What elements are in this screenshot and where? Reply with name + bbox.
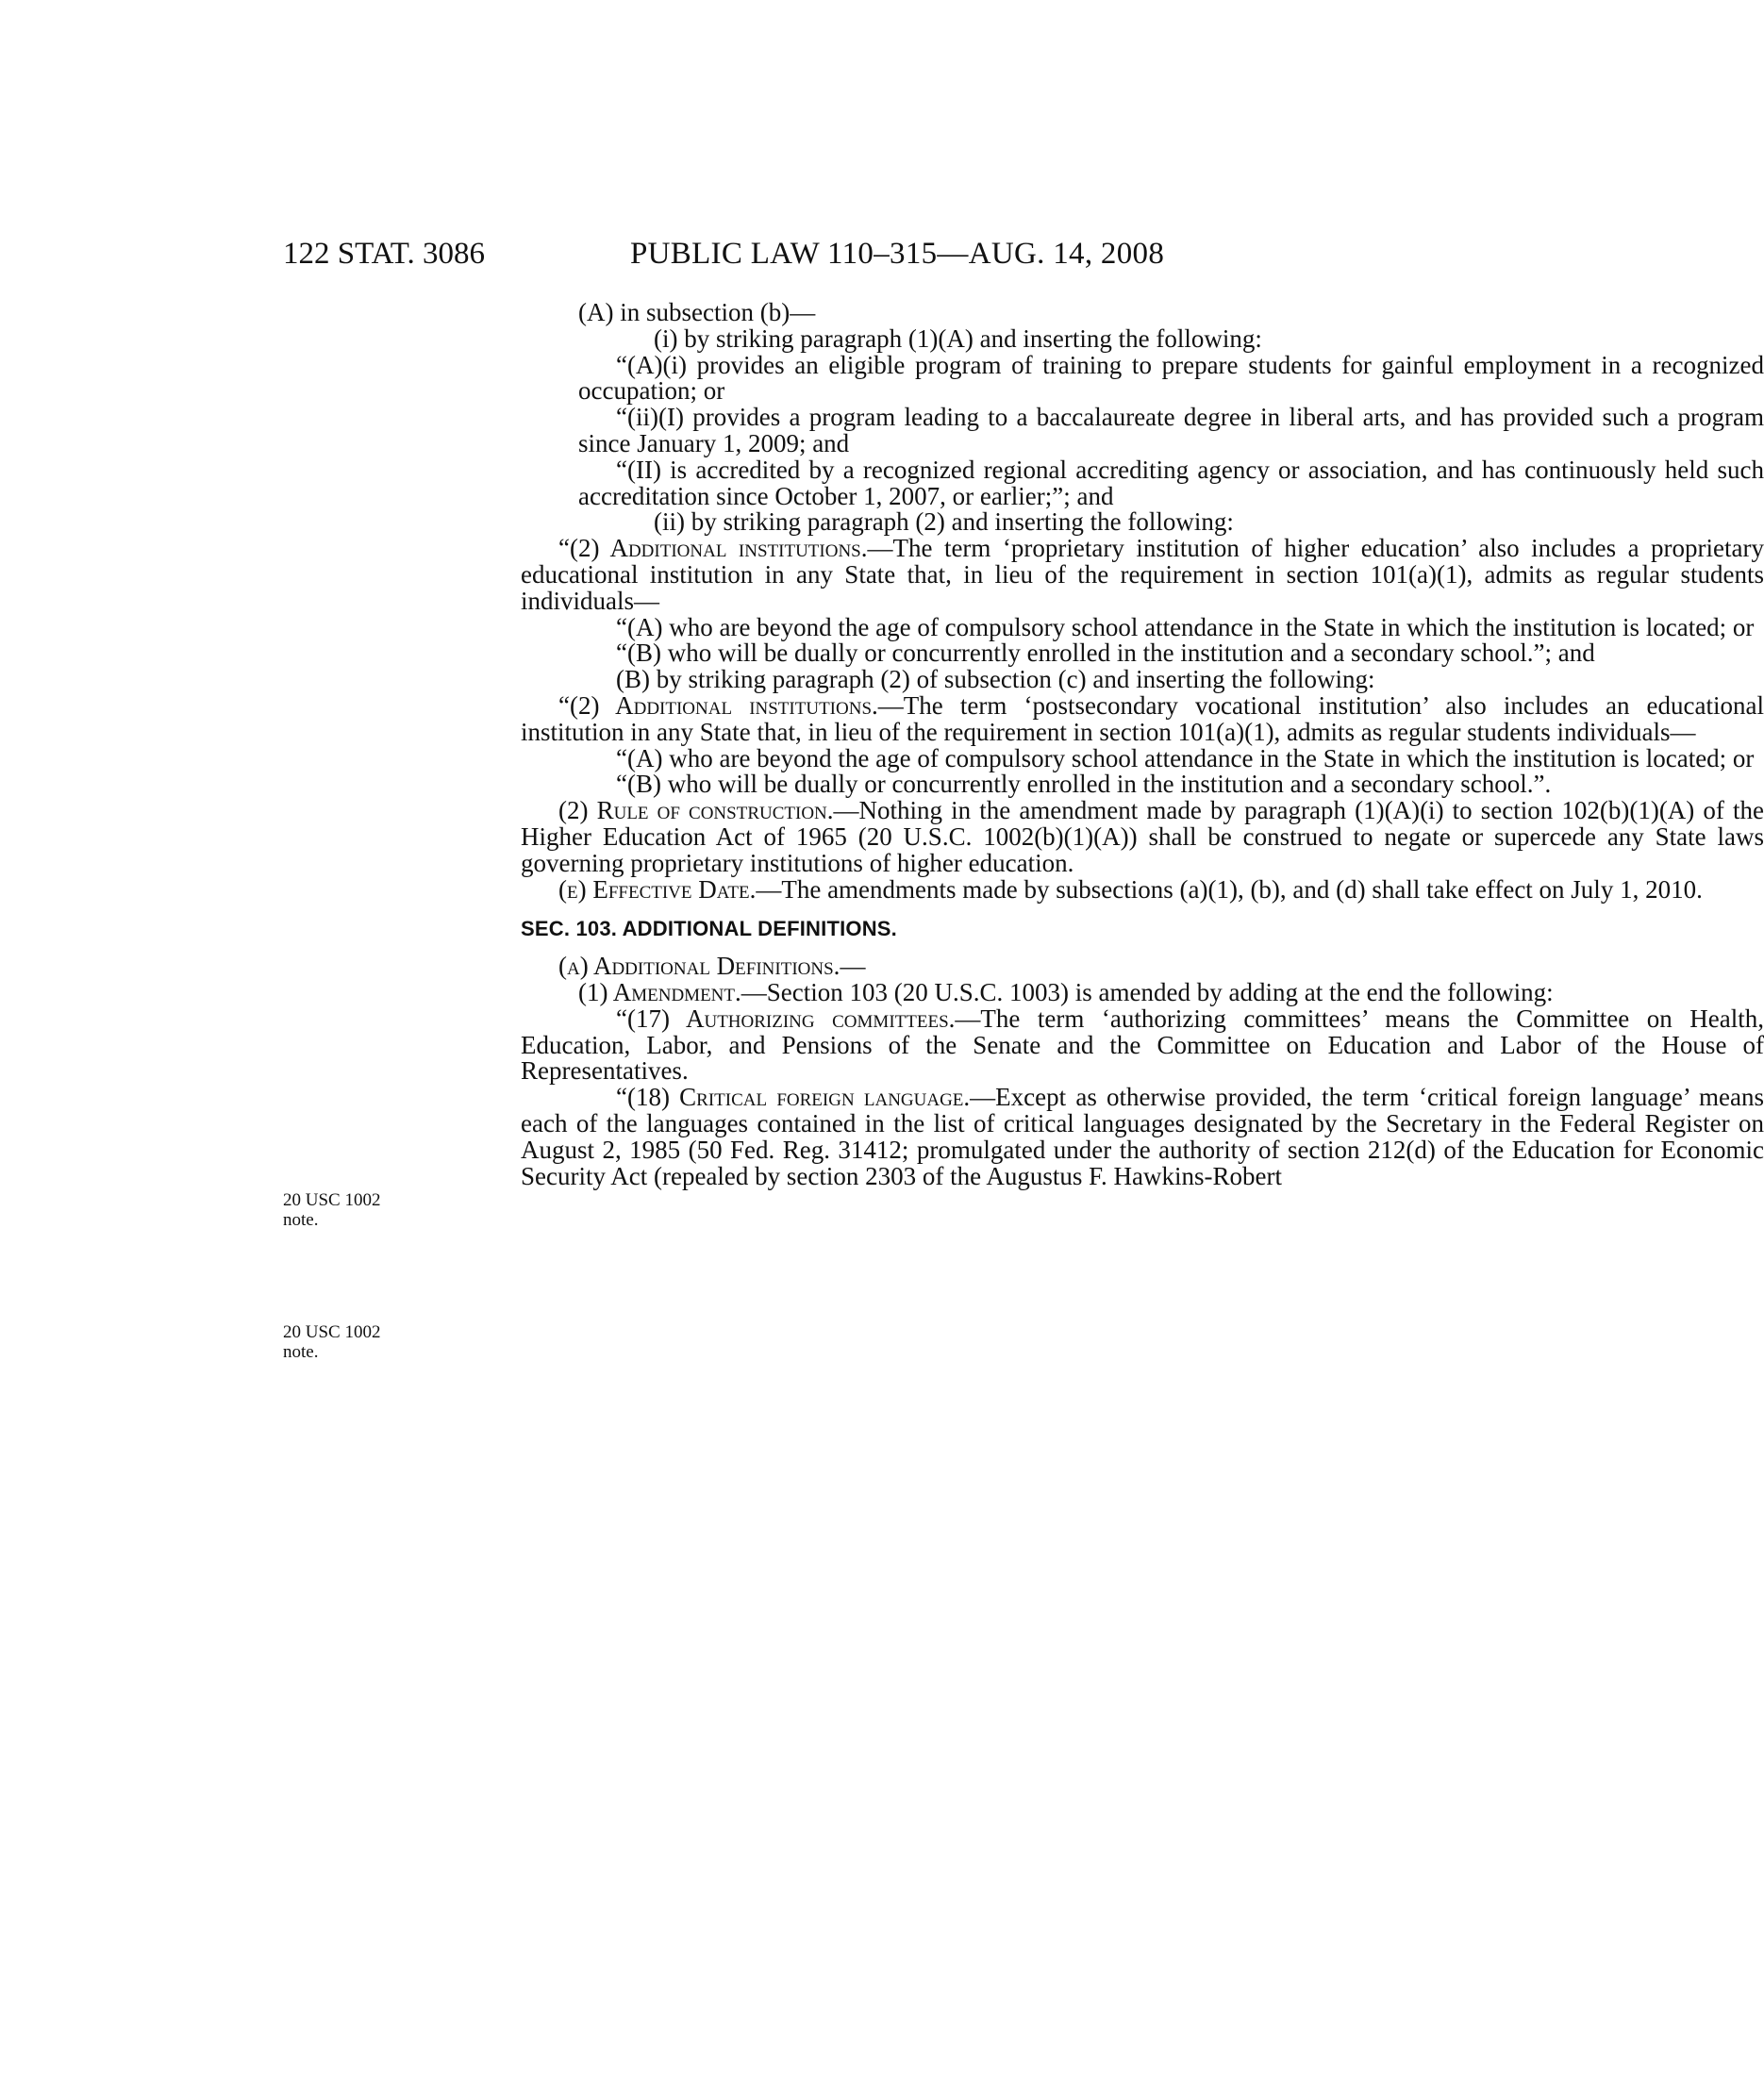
paragraph: (i) by striking paragraph (1)(A) and inserting the following: [654, 324, 1262, 353]
paragraph-heading: (2) Rule of construction. [558, 796, 834, 825]
paragraph [521, 1085, 1764, 1189]
paragraph: (B) by striking paragraph (2) of subsection (c) and inserting the following: [616, 665, 1375, 694]
side-note [283, 1322, 424, 1362]
paragraph: (A) in subsection (b)— [578, 298, 816, 326]
paragraph-heading: “(2) Additional institutions. [558, 534, 868, 563]
side-note-label: note. [283, 1342, 319, 1362]
side-note-citation: 20 USC 1002 [283, 1190, 381, 1210]
paragraph-text: —The term ‘postsecondary vocational institution’ also includes an educational institution in any State that, in lieu of the requirement in section 101(a)(1), admits as regular students individuals— [521, 690, 1764, 746]
paragraph-heading: “(17) Authorizing committees. [616, 1004, 956, 1033]
side-note-citation: 20 USC 1002 [283, 1322, 381, 1342]
page-running-title: PUBLIC LAW 110–315—AUG. 14, 2008 [630, 237, 1165, 271]
paragraph-text: —The amendments made by subsections (a)(1), (b), and (d) shall take effect on July 1, 2010. [756, 874, 1703, 904]
paragraph [521, 874, 1764, 904]
paragraph: “(ii)(I) provides a program leading to a baccalaureate degree in liberal arts, and has provided such a program since January 1, 2009; and [578, 403, 1764, 457]
paragraph-heading: (e) Effective Date. [558, 874, 757, 904]
paragraph [521, 1006, 1764, 1085]
paragraph [521, 954, 1764, 980]
paragraph [521, 798, 1764, 876]
paragraph-heading: (1) Amendment. [578, 977, 741, 1006]
paragraph [521, 536, 1764, 614]
document-body [521, 300, 1764, 1189]
paragraph: “(B) who will be dually or concurrently enrolled in the institution and a secondary school.”; and [616, 639, 1595, 668]
paragraph-text: —Nothing in the amendment made by paragraph (1)(A)(i) to section 102(b)(1)(A) of the Higher Education Act of 1965 (20 U.S.C. 1002(b)(1)(A)) shall be construed to negate or supercede any State laws governing proprietary institutions of higher education. [521, 796, 1764, 877]
statute-page-number: 122 STAT. 3086 [283, 237, 486, 271]
paragraph [521, 977, 1764, 1006]
paragraph [521, 690, 1764, 746]
paragraph: “(A) who are beyond the age of compulsory school attendance in the State in which the institution is located; or [616, 612, 1755, 641]
paragraph-text: —Section 103 (20 U.S.C. 1003) is amended by adding at the end the following: [741, 977, 1554, 1006]
paragraph: “(B) who will be dually or concurrently enrolled in the institution and a secondary school.”. [616, 770, 1552, 799]
paragraph: “(A) who are beyond the age of compulsory school attendance in the State in which the institution is located; or [616, 743, 1755, 772]
paragraph-text: —The term ‘authorizing committees’ means the Committee on Health, Education, Labor, and Pensions of the Senate and the Committee on Education and Labor of the House of Representatives. [521, 1004, 1764, 1086]
side-note-label: note. [283, 1210, 319, 1230]
paragraph-text: — [840, 952, 866, 981]
paragraph-text: —The term ‘proprietary institution of higher education’ also includes a proprietary educational institution in any State that, in lieu of the requirement in section 101(a)(1), admits as regular students individuals— [521, 534, 1764, 615]
paragraph: (ii) by striking paragraph (2) and inserting the following: [654, 507, 1234, 537]
paragraph: “(A)(i) provides an eligible program of training to prepare students for gainful employment in a recognized occupation; or [578, 350, 1764, 406]
paragraph-text: —Except as otherwise provided, the term ‘critical foreign language’ means each of the languages contained in the list of critical languages designated by the Secretary in the Federal Register on August 2, 1985 (50 Fed. Reg. 31412; promulgated under the authority of section 212(d) of the Education for Economic Security Act (repealed by section 2303 of the Augustus F. Hawkins-Robert [521, 1083, 1764, 1190]
paragraph-heading: (a) Additional Definitions. [558, 952, 840, 981]
paragraph-heading: “(2) Additional institutions. [558, 690, 878, 720]
section-heading: SEC. 103. ADDITIONAL DEFINITIONS. [521, 917, 897, 941]
side-note [283, 1190, 424, 1230]
paragraph: “(II) is accredited by a recognized regional accrediting agency or association, and has continuously held such accreditation since October 1, 2007, or earlier;”; and [578, 455, 1764, 510]
paragraph-heading: “(18) Critical foreign language. [616, 1083, 971, 1112]
